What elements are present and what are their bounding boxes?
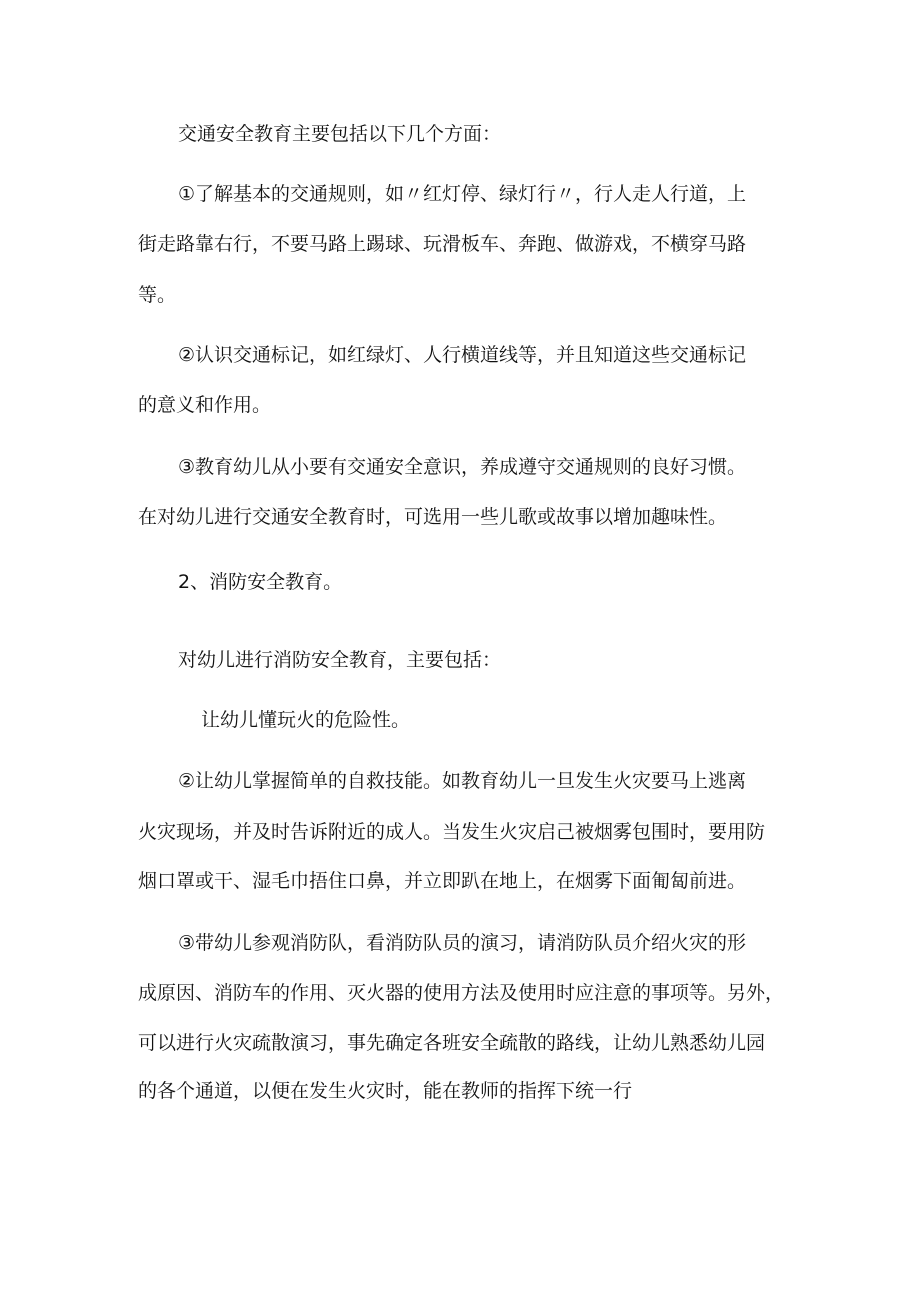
text-line-fire-intro: 对幼儿进行消防安全教育，主要包括： <box>178 649 502 671</box>
text-line-traffic-item1-c: 等。 <box>138 284 177 306</box>
text-line-traffic-item3-a: ③教育幼儿从小要有交通安全意识，养成遵守交通规则的良好习惯。 <box>178 456 747 478</box>
text-line-fire-item3-d: 的各个通道，以便在发生火灾时，能在教师的指挥下统一行 <box>138 1080 633 1102</box>
section-heading-fire-safety: 2、消防安全教育。 <box>178 571 343 593</box>
text-line-traffic-item2-a: ②认识交通标记，如红绿灯、人行横道线等，并且知道这些交通标记 <box>178 344 747 366</box>
text-line-fire-item3-c: 可以进行火灾疏散演习，事先确定各班安全疏散的路线，让幼儿熟悉幼儿园 <box>138 1032 766 1054</box>
text-line-fire-item2-b: 火灾现场，并及时告诉附近的成人。当发生火灾启己被烟雾包围时，要用防 <box>138 821 766 843</box>
text-line-fire-item1: 让幼儿懂玩火的危险性。 <box>201 709 411 731</box>
text-line-traffic-item1-a: ①了解基本的交通规则，如〃红灯停、绿灯行〃，行人走人行道，上 <box>178 183 747 205</box>
text-line-traffic-intro: 交通安全教育主要包括以下几个方面： <box>178 123 502 145</box>
text-line-fire-item3-a: ③带幼儿参观消防队，看消防队员的演习，请消防队员介绍火灾的形 <box>178 932 747 954</box>
text-line-traffic-item2-b: 的意义和作用。 <box>138 394 272 416</box>
text-line-traffic-item3-b: 在对幼儿进行交通安全教育时，可选用一些儿歌或故事以增加趣味性。 <box>138 506 728 528</box>
text-line-traffic-item1-b: 街走路靠右行，不要马路上踢球、玩滑板车、奔跑、做游戏，不横穿马路 <box>138 233 747 255</box>
text-line-fire-item2-a: ②让幼儿掌握简单的自救技能。如教育幼儿一旦发生火灾要马上逃离 <box>178 770 747 792</box>
text-line-fire-item2-c: 烟口罩或干、湿毛巾捂住口鼻，并立即趴在地上，在烟雾下面匍匐前进。 <box>138 870 747 892</box>
text-line-fire-item3-b: 成原因、消防车的作用、灭火器的使用方法及使用时应注意的事项等。另外， <box>138 982 785 1004</box>
